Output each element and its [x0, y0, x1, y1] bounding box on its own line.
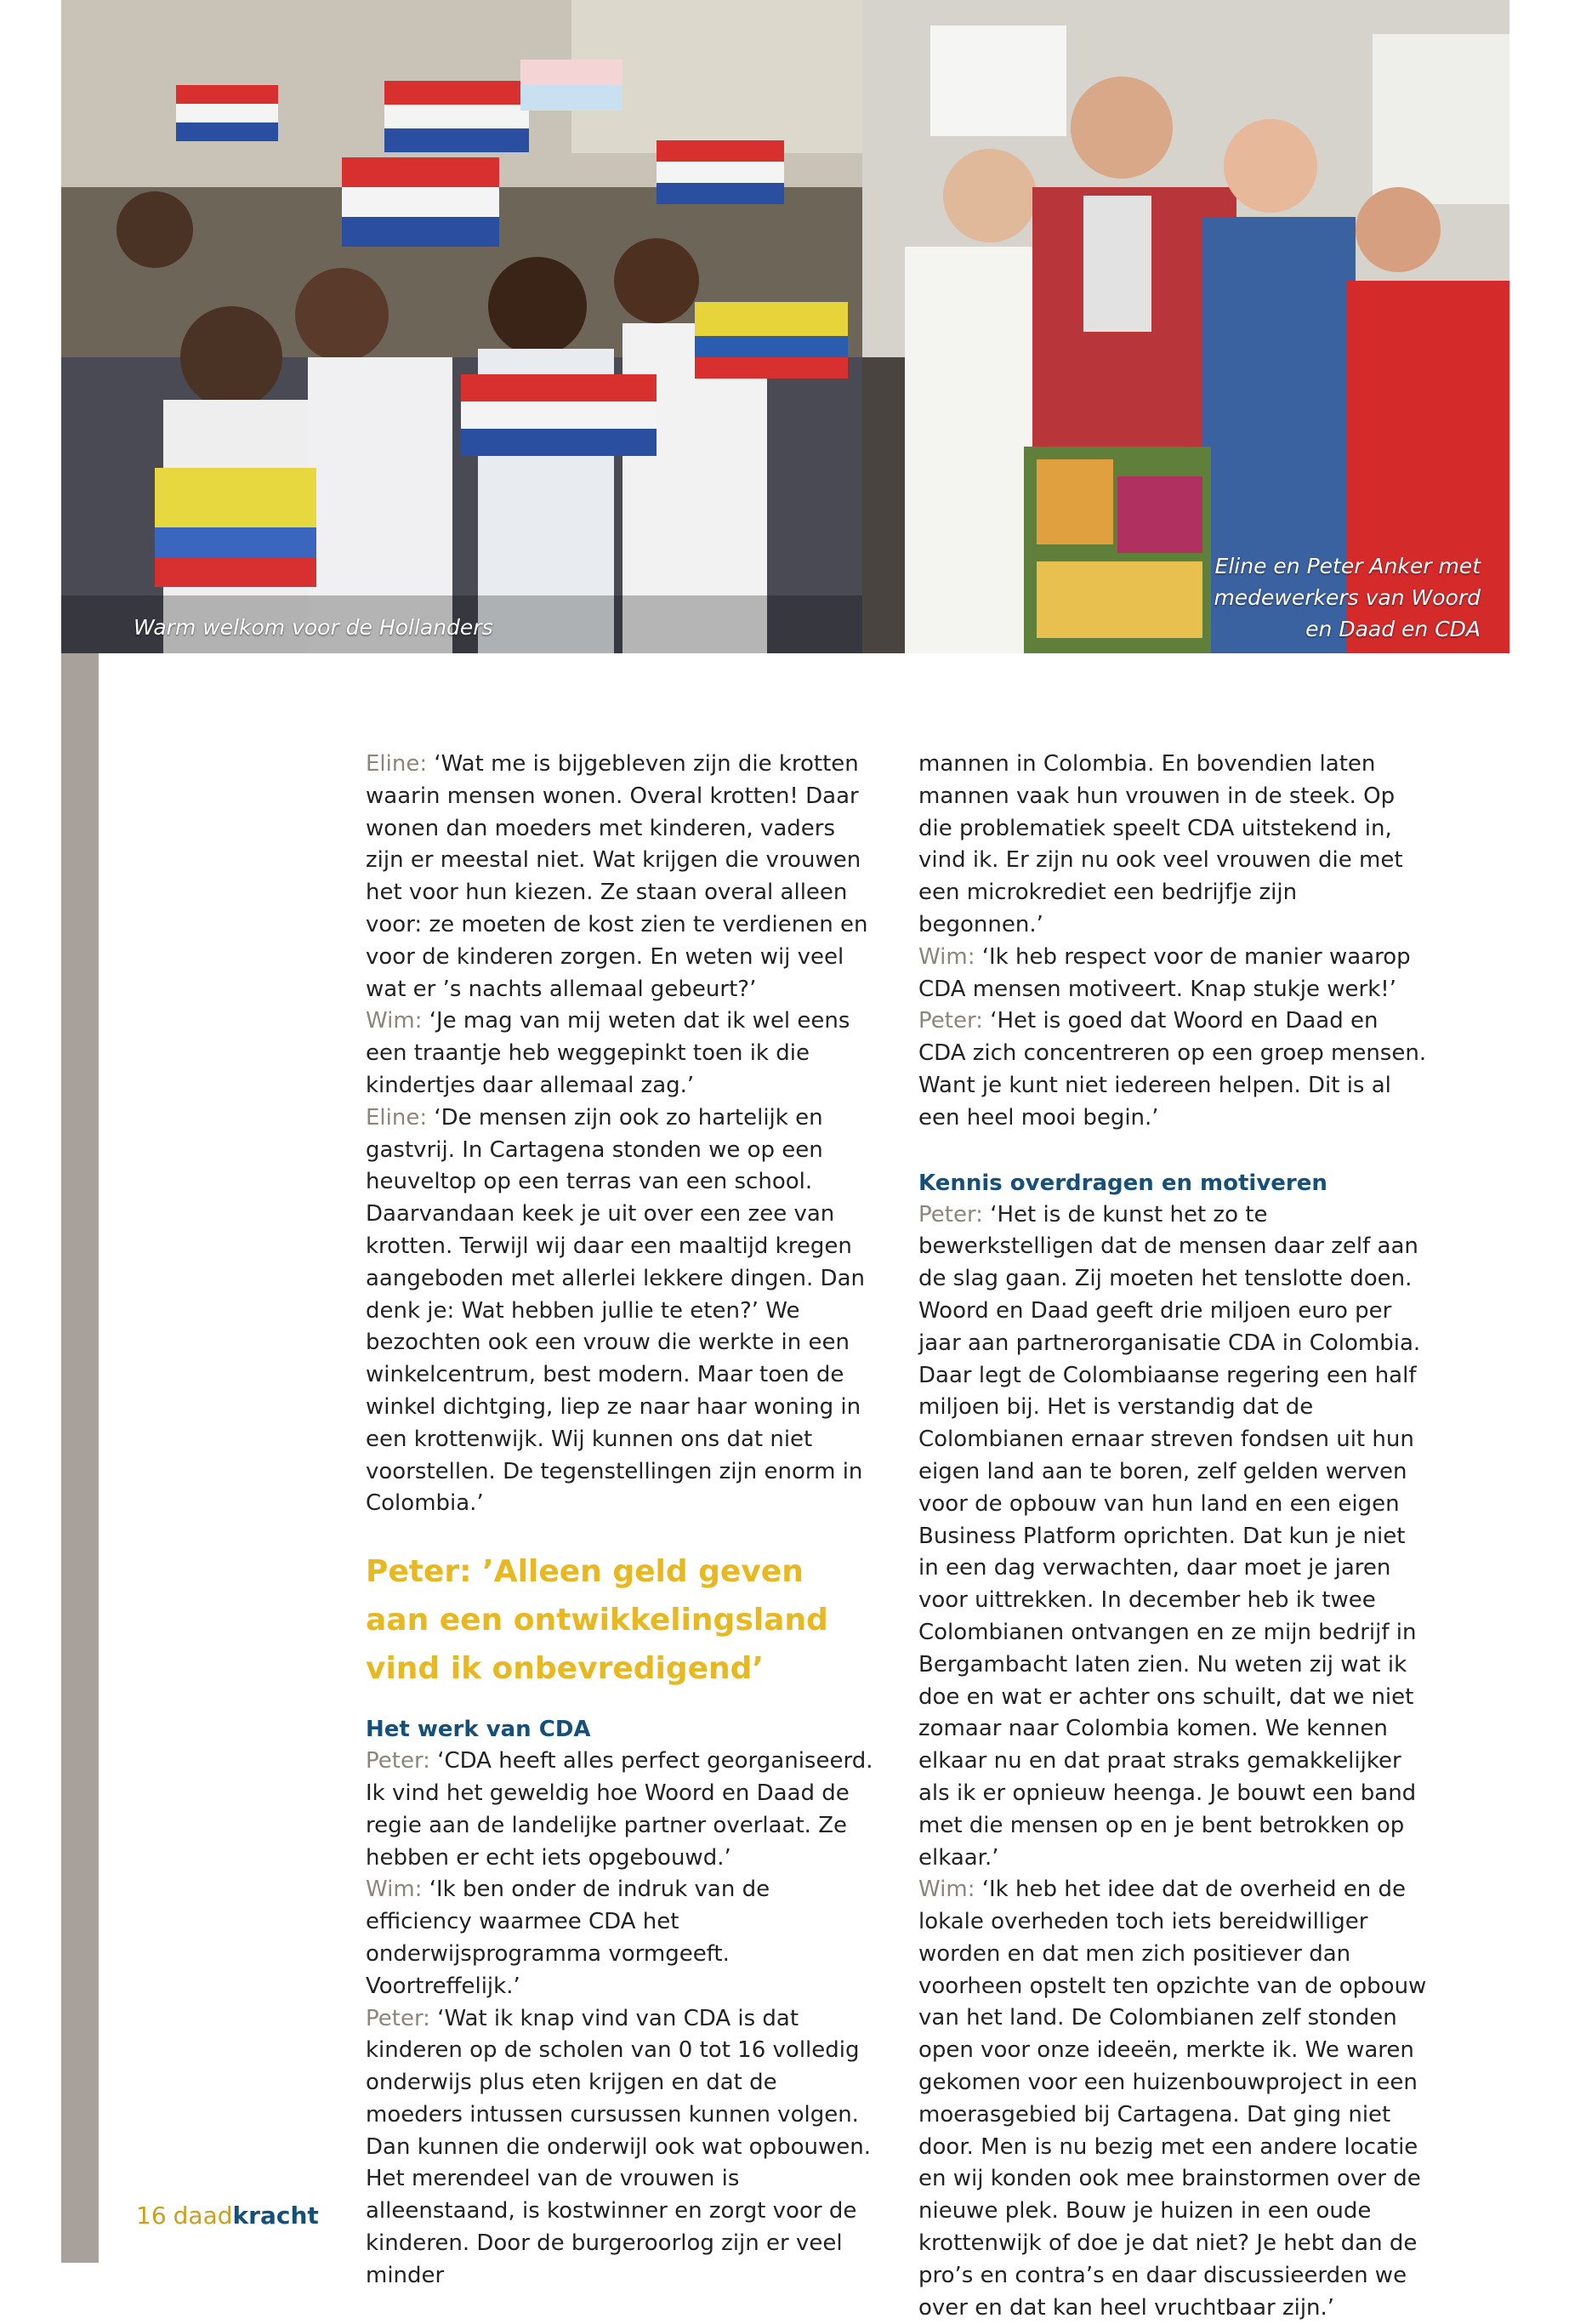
pull-quote: Peter: ’Alleen geld geven aan een ontwikkelingsland vind ik onbevredigend’ — [366, 1554, 828, 1687]
paragraph — [366, 2003, 876, 2293]
paragraph-text: ‘Het is goed dat Woord en Daad en CDA zich concentreren op een groep mensen. Want je kunt niet iedereen helpen. Dit is al een heel mooi begin.’ — [918, 1008, 1427, 1131]
article-column-right — [918, 749, 1429, 2324]
paragraph — [366, 1746, 876, 1874]
paragraph-text: mannen in Colombia. En bovendien laten mannen vaak hun vrouwen in de steek. Op die problematiek speelt CDA uitstekend in, vind ik. Er zijn nu ook veel vrouwen die met een microkrediet een bedrijfje zijn begonnen.’ — [918, 751, 1403, 937]
paragraph-text: ‘Je mag van mij weten dat ik wel eens een traantje heb weggepinkt toen ik die kindertjes daar allemaal zag.’ — [366, 1008, 850, 1098]
photo-children-with-flags — [61, 0, 862, 653]
speaker-label: Eline: — [366, 751, 428, 777]
paragraph-text: ‘Ik ben onder de indruk van de efficiency waarmee CDA het onderwijsprogramma vormgeeft. Voortreffelijk.’ — [366, 1877, 770, 1999]
speaker-label: Peter: — [366, 1748, 430, 1774]
paragraph-text: ‘Ik heb het idee dat de overheid en de lokale overheden toch iets bereidwilliger worden en dat men zich positiever dan voorheen opstelt ten opzichte van de opbouw van het land. De Colombianen zelf stonden open voor onze ideeën, merkte ik. We waren gekomen voor een huizenbouwproject in een moerasgebied bij Cartagena. Dat ging niet door. Men is nu bezig met een andere locatie en wij konden ook mee brainstormen over de nieuwe plek. Bouw je huizen in een oude krottenwijk of doe je dat niet? Je hebt dan de pro’s en contra’s en daar discussieerden we over en dat kan heel vruchtbaar zijn.’ — [918, 1877, 1427, 2321]
magazine-brand-part1: daad — [173, 2202, 233, 2230]
paragraph — [366, 1005, 876, 1102]
children-flags-illustration — [61, 0, 862, 653]
paragraph — [366, 1102, 876, 1520]
caption-right-line-3: en Daad en CDA — [1305, 617, 1481, 641]
paragraph-text: ‘De mensen zijn ook zo hartelijk en gastvrij. In Cartagena stonden we op een heuveltop op een terras van een school. Daarvandaan keek je uit over een zee van krotten. Terwijl wij daar een maaltijd kregen aangeboden met allerlei lekkere dingen. Dan denk je: Wat hebben jullie te eten?’ We bezochten ook een vrouw die werkte in een winkelcentrum, best modern. Maar toen de winkel dichtging, liep ze naar haar woning in een krottenwijk. Wij kunnen ons dat niet voorstellen. De tegenstellingen zijn enorm in Colombia.’ — [366, 1104, 865, 1517]
section-subheading: Kennis overdragen en motiveren — [918, 1170, 1327, 1196]
paragraph — [366, 1874, 876, 2002]
paragraph — [918, 1874, 1429, 2324]
page-number: 16 — [136, 2202, 167, 2230]
paragraph-text: ‘Ik heb respect voor de manier waarop CDA mensen motiveert. Knap stukje werk!’ — [918, 943, 1411, 1002]
paragraph — [918, 749, 1429, 942]
speaker-label: Eline: — [366, 1104, 428, 1131]
caption-right-line-2: medewerkers van Woord — [1214, 585, 1481, 610]
caption-right-line-1: Eline en Peter Anker met — [1214, 554, 1481, 578]
paragraph — [918, 1005, 1429, 1134]
speaker-label: Wim: — [366, 1008, 423, 1034]
speaker-label: Peter: — [918, 1008, 983, 1034]
paragraph-text: ‘Wat me is bijgebleven zijn die krotten waarin mensen wonen. Overal krotten! Daar wonen dan moeders met kinderen, vaders zijn er meestal niet. Wat krijgen die vrouwen het voor hun kiezen. Ze staan overal alleen voor: ze moeten de kost zien te verdienen en voor de kinderen zorgen. En weten wij veel wat er ’s nachts allemaal gebeurt?’ — [366, 751, 868, 1002]
decorative-side-bar — [61, 653, 99, 2263]
speaker-label: Wim: — [918, 1877, 975, 1903]
page-footer — [136, 2199, 319, 2233]
speaker-label: Peter: — [918, 1201, 983, 1228]
paragraph — [918, 942, 1429, 1006]
paragraph-text: ‘CDA heeft alles perfect georganiseerd. Ik vind het geweldig hoe Woord en Daad de regie aan de landelijke partner overlaat. Ze hebben er echt iets opgebouwd.’ — [366, 1748, 873, 1871]
paragraph — [918, 1199, 1429, 1875]
article-column-left — [366, 749, 876, 2293]
paragraph-text: ‘Het is de kunst het zo te bewerkstelligen dat de mensen daar zelf aan de slag gaan. Zij moeten het tenslotte doen. Woord en Daad geeft drie miljoen euro per jaar aan partnerorganisatie CDA in Colombia. Daar legt de Colombiaanse regering een half miljoen bij. Het is verstandig dat de Colombianen ernaar streven fondsen uit hun eigen land aan te boren, zelf gelden werven voor de opbouw van hun land en een eigen Business Platform oprichten. Dat kun je niet in een dag verwachten, daar moet je jaren voor uittrekken. In december heb ik twee Colombianen ontvangen en ze mijn bedrijf in Bergambacht laten zien. Nu weten zij wat ik doe en wat er achter ons schuilt, dat we niet zomaar naar Colombia komen. We kennen elkaar nu en dat praat straks gemakkelijker als ik er opnieuw heenga. Je bouwt een band met die mensen op en je bent betrokken op elkaar.’ — [918, 1201, 1421, 1871]
speaker-label: Peter: — [366, 2005, 430, 2031]
photo-caption-right — [1214, 550, 1481, 645]
magazine-brand-part2: kracht — [232, 2202, 319, 2230]
speaker-label: Wim: — [366, 1877, 423, 1903]
paragraph-text: ‘Wat ik knap vind van CDA is dat kinderen op de scholen van 0 tot 16 volledig onderwijs plus eten krijgen en dat de moeders intussen cursussen kunnen volgen. Dan kunnen die onderwijl ook wat opbouwen. Het merendeel van de vrouwen is alleenstaand, is kostwinner en zorgt voor de kinderen. Door de burgeroorlog zijn er veel minder — [366, 2005, 871, 2288]
speaker-label: Wim: — [918, 943, 975, 970]
section-subheading: Het werk van CDA — [366, 1717, 591, 1743]
paragraph — [366, 749, 876, 1005]
photo-group-portrait — [862, 0, 1509, 653]
photo-caption-left: Warm welkom voor de Hollanders — [134, 615, 493, 640]
